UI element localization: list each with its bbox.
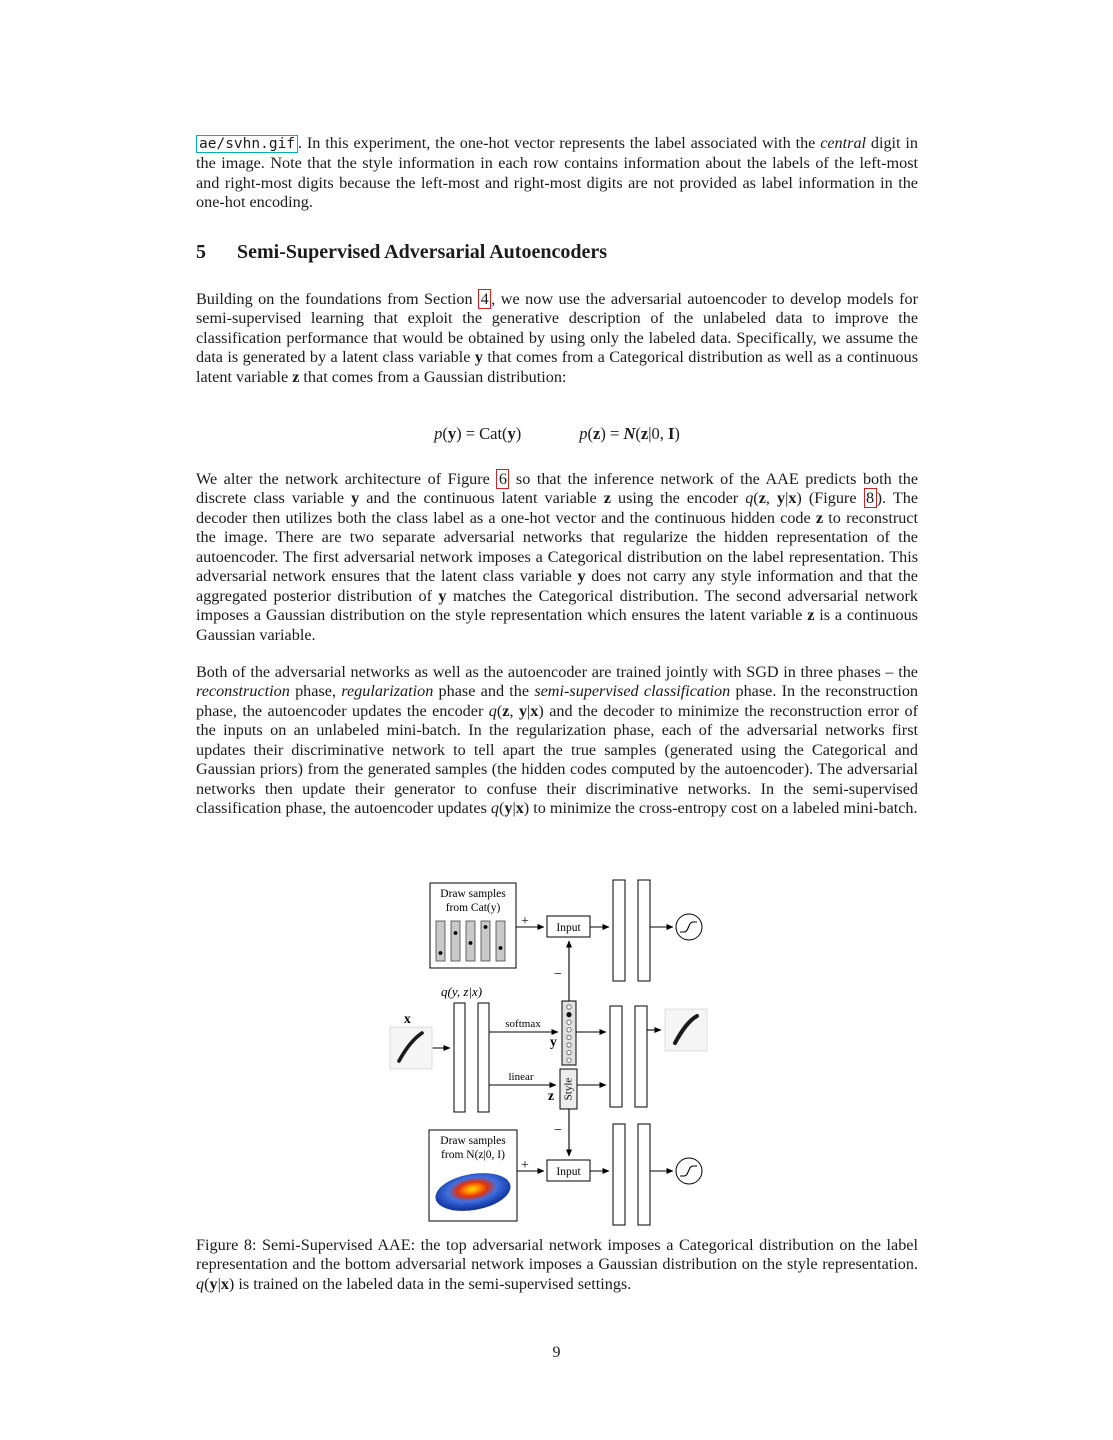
text-segment: is a continuous Gaussian variable. bbox=[196, 606, 918, 644]
text-segment: q bbox=[488, 701, 497, 720]
minus-sign-top: − bbox=[554, 967, 562, 982]
text-segment: y bbox=[577, 567, 586, 586]
paragraph-training-phases bbox=[196, 663, 918, 819]
text-segment: y bbox=[474, 348, 483, 367]
text-segment: ( bbox=[496, 701, 503, 720]
section-number: 5 bbox=[196, 241, 206, 263]
minus-sign-bottom: − bbox=[554, 1123, 562, 1138]
text-segment: matches the Categorical distribution. The second adversarial network imposes a Gaussian distribution on the style representation which ensures the latent variable bbox=[196, 586, 918, 625]
text-segment: y bbox=[209, 1274, 218, 1293]
paragraph-svhn-experiment bbox=[196, 134, 918, 213]
text-segment: ) bbox=[538, 701, 544, 720]
text-segment: ) = bbox=[600, 424, 624, 443]
gauss-box-label-1: Draw samples bbox=[440, 1135, 506, 1147]
section-heading bbox=[196, 241, 607, 264]
text-segment: . In this experiment, the one-hot vector represents the label associated with the bbox=[298, 134, 821, 152]
text-segment: z bbox=[603, 489, 611, 508]
text-segment: x bbox=[515, 799, 524, 818]
text-segment: z bbox=[758, 489, 766, 508]
reference-link[interactable]: 6 bbox=[496, 469, 509, 489]
cat-box-label-1: Draw samples bbox=[440, 888, 506, 900]
text-segment: (Figure bbox=[801, 489, 864, 508]
url-link[interactable]: ae/svhn.gif bbox=[196, 135, 298, 153]
text-segment: | bbox=[785, 489, 789, 508]
text-segment: ) bbox=[523, 799, 530, 818]
text-segment: ( bbox=[442, 424, 448, 443]
section-title: Semi-Supervised Adversarial Autoencoders bbox=[237, 241, 607, 263]
text-segment: y bbox=[507, 424, 516, 443]
text-segment: q bbox=[196, 1274, 205, 1293]
text-segment: y bbox=[518, 701, 528, 720]
text-segment: digit in the image. Note that the style information in each row contains information about the labels of the left-most and right-most digits because the left-most and right-most digits are not provided as label information in the one-hot encoding. bbox=[196, 134, 918, 212]
text-segment: q bbox=[490, 799, 499, 818]
output-digit-image bbox=[665, 1009, 707, 1051]
text-segment: ) bbox=[515, 424, 522, 443]
text-segment: ) = Cat( bbox=[456, 424, 508, 443]
text-segment: q bbox=[745, 489, 754, 508]
text-segment: p bbox=[579, 424, 588, 443]
gaussian-prior-box bbox=[429, 1130, 517, 1221]
text-segment: using the encoder bbox=[610, 489, 746, 508]
text-segment: that comes from a Categorical distribution as well as a continuous latent variable bbox=[196, 348, 918, 386]
text-segment: y bbox=[351, 489, 360, 508]
text-segment: y bbox=[447, 424, 457, 443]
cat-box-label-2: from Cat(y) bbox=[445, 902, 501, 914]
text-segment: Building on the foundations from Section bbox=[196, 290, 479, 308]
input-digit-image bbox=[390, 1027, 432, 1069]
text-segment: phase and the bbox=[433, 682, 535, 701]
text-segment: N bbox=[623, 424, 636, 443]
style-label: Style bbox=[562, 1077, 575, 1101]
text-segment: | bbox=[527, 701, 531, 720]
text-segment: ( bbox=[587, 424, 594, 443]
text-segment: ). The decoder then utilizes both the class label as a one-hot vector and the continuous hidden code bbox=[196, 489, 918, 527]
encoder-layers bbox=[454, 1003, 489, 1112]
text-segment: and the decoder to minimize the reconstruction error of the inputs on an unlabeled mini-batch. In the regularization phase, each of the adversarial networks first updates their discriminative network to tell apart the true samples (generated using the Categorical and Gaussian priors) from the generated samples (the hidden codes computed by the autoencoder). The adversarial networks then update their generator to confuse their discriminative networks. In the semi-supervised classification phase, the autoencoder updates bbox=[196, 701, 918, 818]
text-segment: so that the inference network of the AAE predicts both the discrete class variable bbox=[196, 470, 919, 508]
label-vector-y bbox=[562, 1001, 576, 1065]
text-segment: , bbox=[509, 701, 519, 720]
reference-link[interactable]: 4 bbox=[478, 289, 491, 309]
text-segment: ) bbox=[674, 424, 680, 443]
text-segment: z bbox=[807, 606, 815, 625]
discriminator-top-layers bbox=[613, 880, 650, 981]
aae-architecture-svg bbox=[384, 877, 729, 1237]
text-segment: , we now use the adversarial autoencoder to develop models for semi-supervised learning that exploit the generative description of the unlabeled data to improve the classification performance that would be obtained by using only the labeled data. Specifically, we assume the data is generated by a latent class variable bbox=[196, 290, 918, 367]
text-segment: , bbox=[765, 489, 777, 508]
figure-8-diagram bbox=[384, 877, 729, 1242]
linear-label: linear bbox=[508, 1071, 534, 1083]
plus-sign-bottom: + bbox=[521, 1158, 529, 1173]
figure-8-caption bbox=[196, 1236, 918, 1294]
text-segment: y bbox=[776, 489, 786, 508]
input-bottom-label: Input bbox=[556, 1166, 581, 1178]
text-segment: We alter the network architecture of Figure bbox=[196, 470, 497, 488]
reference-link[interactable]: 8 bbox=[864, 488, 877, 508]
cat-prior-box bbox=[430, 883, 516, 968]
y-label: y bbox=[550, 1034, 557, 1049]
text-segment: |0, bbox=[648, 424, 668, 443]
text-segment: y bbox=[504, 799, 513, 818]
style-vector-z bbox=[560, 1069, 577, 1109]
plus-sign-top: + bbox=[521, 914, 529, 929]
text-segment: does not carry any style information and that the aggregated posterior distribution of bbox=[196, 567, 918, 605]
text-segment: ( bbox=[635, 424, 641, 443]
discriminator-bottom-layers bbox=[613, 1124, 650, 1225]
text-segment: central bbox=[820, 134, 867, 152]
z-label: z bbox=[548, 1088, 554, 1103]
text-segment: ( bbox=[204, 1274, 210, 1293]
text-segment: phase, bbox=[289, 682, 342, 701]
input-box-bottom bbox=[547, 1160, 590, 1181]
text-segment: semi-supervised classification bbox=[534, 682, 731, 701]
gauss-box-label-2: from N(z|0, I) bbox=[441, 1149, 505, 1161]
input-top-label: Input bbox=[556, 922, 581, 934]
text-segment: and the continuous latent variable bbox=[359, 489, 604, 508]
text-segment: Figure 8: Semi-Supervised AAE: the top adversarial network imposes a Categorical distribution on the label representation and the bottom adversarial network imposes a Gaussian distribution on the style representation. bbox=[196, 1236, 918, 1274]
text-segment: I bbox=[668, 424, 675, 443]
text-segment: z bbox=[640, 424, 649, 443]
text-segment: z bbox=[593, 424, 601, 443]
input-box-top bbox=[547, 916, 590, 937]
text-segment: that comes from a Gaussian distribution: bbox=[299, 367, 567, 386]
paragraph-architecture bbox=[196, 470, 918, 645]
text-segment: y bbox=[438, 586, 447, 605]
text-segment: ) bbox=[796, 489, 802, 508]
equation-priors bbox=[196, 424, 918, 444]
encoder-label: q(y, z|x) bbox=[441, 984, 483, 999]
text-segment: regularization bbox=[341, 682, 434, 701]
decoder-layers bbox=[610, 1006, 647, 1107]
sigmoid-output-bottom bbox=[676, 1158, 702, 1184]
text-segment: phase. In the reconstruction phase, the autoencoder updates the encoder bbox=[196, 682, 919, 720]
text-segment: z bbox=[815, 508, 824, 527]
text-segment: ( bbox=[498, 799, 505, 818]
text-segment: z bbox=[502, 701, 510, 720]
text-segment: | bbox=[512, 799, 516, 818]
text-segment: Both of the adversarial networks as well as the autoencoder are trained jointly with SGD in three phases – the bbox=[196, 663, 918, 681]
text-segment: x bbox=[788, 489, 797, 508]
paragraph-generative-model bbox=[196, 290, 918, 387]
text-segment: | bbox=[217, 1274, 221, 1293]
sigmoid-output-top bbox=[676, 914, 702, 940]
text-segment: x bbox=[530, 701, 539, 720]
text-segment: p bbox=[434, 424, 443, 443]
softmax-label: softmax bbox=[505, 1018, 541, 1030]
page-number: 9 bbox=[552, 1344, 561, 1361]
x-label: x bbox=[404, 1011, 411, 1026]
text-segment: to reconstruct the image. There are two separate adversarial networks that regularize the hidden representation of the autoencoder. The first adversarial network imposes a Categorical distribution on the label representation. This adversarial network ensures that the latent class variable bbox=[196, 508, 918, 586]
text-segment: x bbox=[220, 1274, 229, 1293]
text-segment: ) bbox=[228, 1274, 235, 1293]
text-segment: to minimize the cross-entropy cost on a labeled mini-batch. bbox=[529, 799, 918, 818]
text-segment: reconstruction bbox=[196, 682, 290, 701]
text-segment: is trained on the labeled data in the semi-supervised settings. bbox=[234, 1274, 632, 1293]
text-segment: ( bbox=[753, 489, 759, 508]
text-segment: z bbox=[292, 367, 300, 386]
